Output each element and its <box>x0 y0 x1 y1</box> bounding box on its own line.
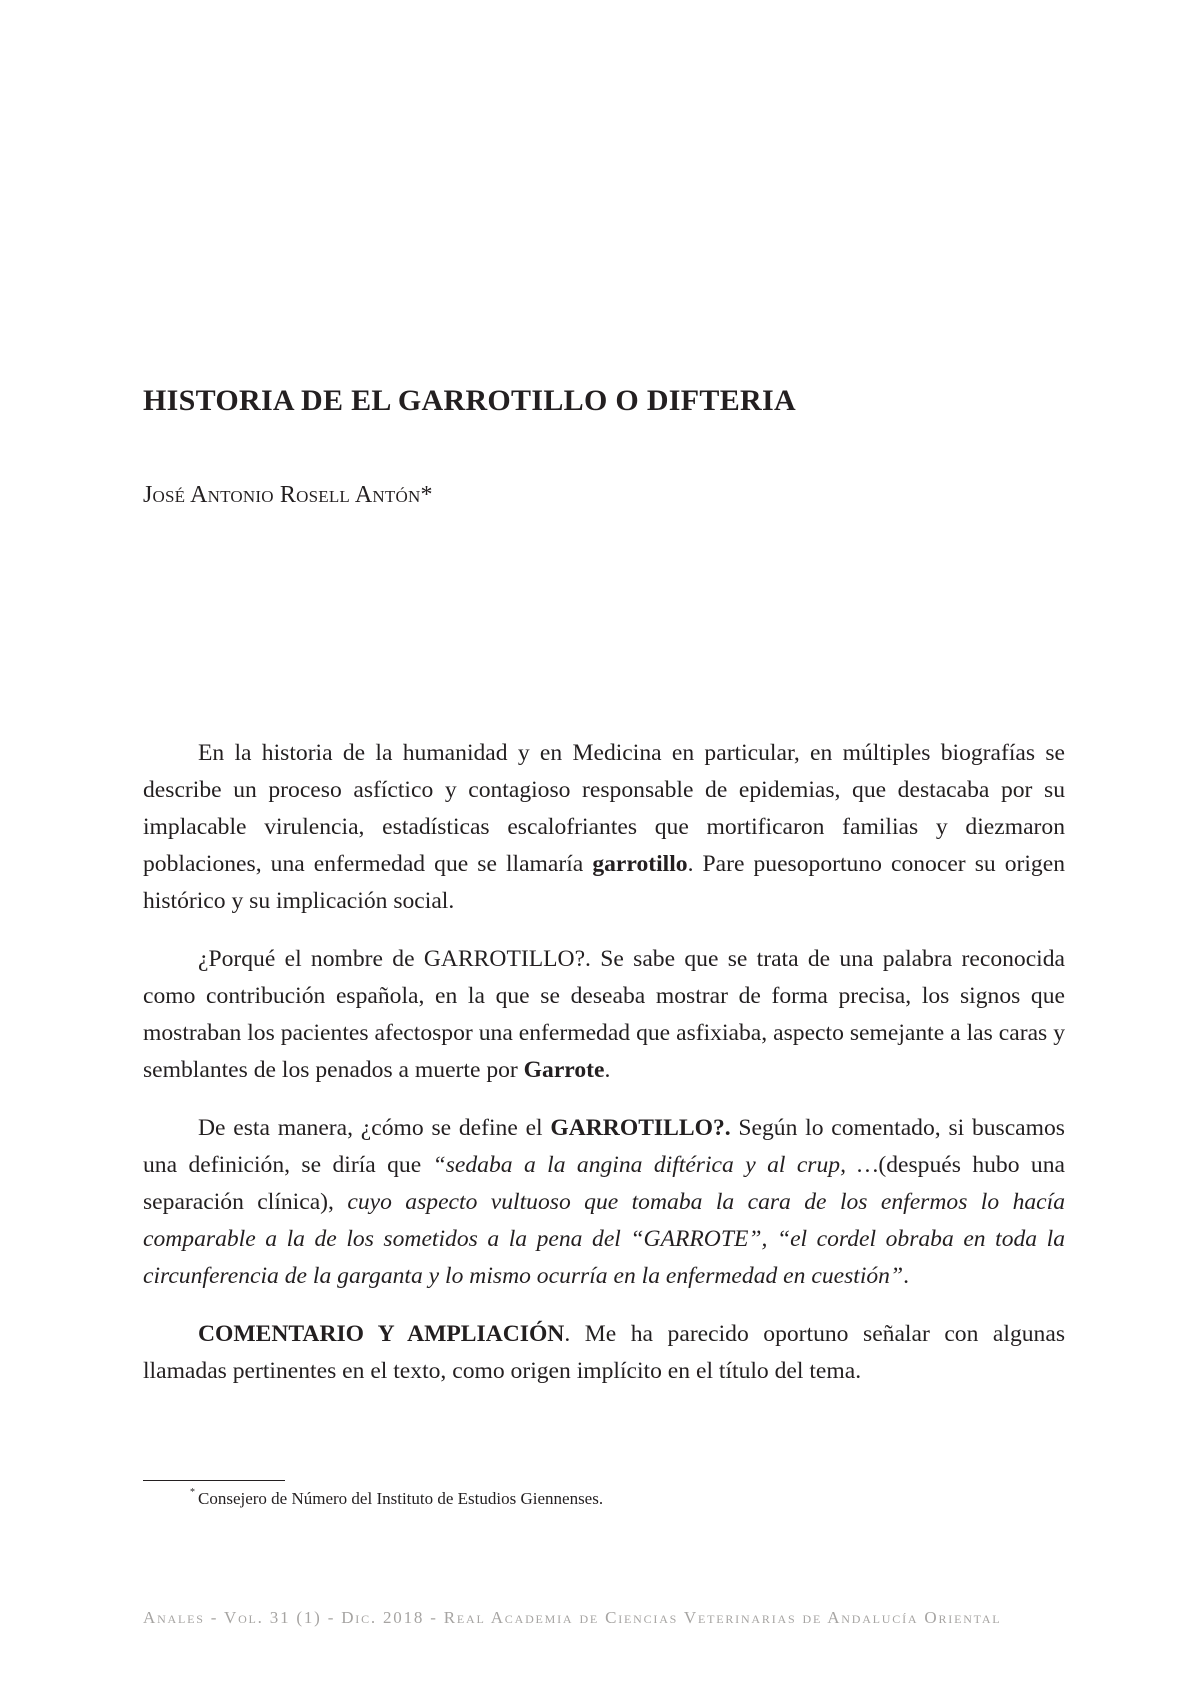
paragraph-2-text-b: . <box>604 1057 611 1083</box>
paragraph-1 <box>143 735 1065 920</box>
paragraph-3-text-d: . <box>903 1263 910 1289</box>
paragraph-2-bold-term: Garrote <box>523 1057 605 1083</box>
paragraph-3 <box>143 1110 1065 1295</box>
paragraph-1-text-b: . Pare puesoportuno conocer su origen histórico y su implicación social. <box>143 851 1066 914</box>
paragraph-4-text: . Me ha parecido oportuno señalar con algunas llamadas pertinentes en el texto, como origen implícito en el título del tema. <box>143 1321 1065 1384</box>
paragraph-3-text-b: Según lo comentado, si buscamos una definición, se diría que <box>143 1115 1065 1178</box>
footnote <box>190 1489 603 1509</box>
paragraph-3-text-a: De esta manera, ¿cómo se define el <box>198 1115 551 1141</box>
author-name-text: José Antonio Rosell Antón <box>143 482 421 508</box>
author-footnote-mark: * <box>420 482 433 508</box>
footnote-divider <box>143 1480 285 1481</box>
author-name <box>143 482 433 509</box>
paragraph-3-text-c: (después hubo una separación clínica), <box>143 1152 1065 1215</box>
footnote-text: Consejero de Número del Instituto de Estudios Giennenses. <box>198 1489 604 1508</box>
page-footer: Anales - Vol. 31 (1) - Dic. 2018 - Real Academia de Ciencias Veterinarias de Andalucía Oriental <box>143 1608 1002 1627</box>
paragraph-2 <box>143 941 1065 1089</box>
paragraph-4 <box>143 1316 1065 1390</box>
paragraph-3-bold-term: GARROTILLO?. <box>550 1115 731 1141</box>
article-title: HISTORIA DE EL GARROTILLO O DIFTERIA <box>143 384 796 417</box>
article-body <box>143 735 1065 1411</box>
paragraph-4-bold-heading: COMENTARIO Y AMPLIACIÓN <box>198 1321 565 1347</box>
paragraph-3-italic-quote-a: “sedaba a la angina diftérica y al crup, … <box>432 1152 879 1178</box>
paragraph-1-bold-term: garrotillo <box>592 851 688 877</box>
footnote-mark: * <box>190 1487 195 1498</box>
paragraph-3-italic-quote-b: cuyo aspecto vultuoso que tomaba la cara de los enfermos lo hacía comparable a la de los sometidos a la pena del “GARROTE”, “el cordel obraba en toda la circunferencia de la garganta y lo mismo ocurría en la enfermedad en cuestión” <box>143 1189 1065 1289</box>
paragraph-2-text-a: ¿Porqué el nombre de GARROTILLO?. Se sabe que se trata de una palabra reconocida como contribución española, en la que se deseaba mostrar de forma precisa, los signos que mostraban los pacientes afectospor una enfermedad que asfixiaba, aspecto semejante a las caras y semblantes de los penados a muerte por <box>143 946 1065 1083</box>
paragraph-1-text-a: En la historia de la humanidad y en Medicina en particular, en múltiples biografías se describe un proceso asfíctico y contagioso responsable de epidemias, que destacaba por su implacable virulencia, estadísticas escalofriantes que mortificaron familias y diezmaron poblaciones, una enfermedad que se llamaría <box>143 740 1065 877</box>
